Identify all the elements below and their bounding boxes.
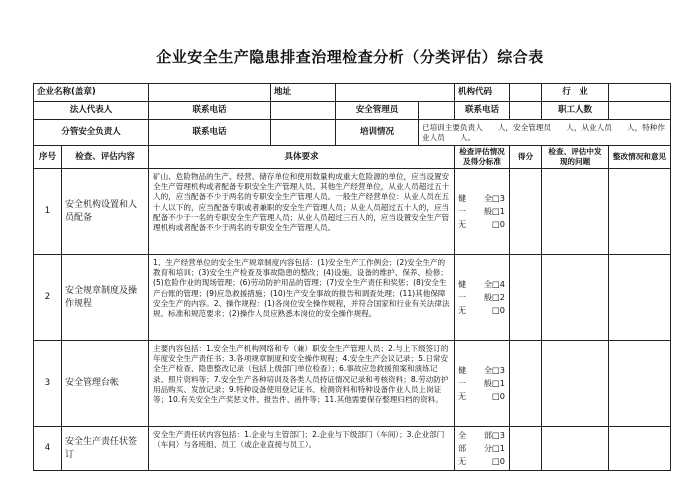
row-standard: 健 全□4 一 般□2 无 □0 bbox=[455, 255, 510, 341]
row-no: 3 bbox=[34, 341, 62, 427]
training-label: 培训情况 bbox=[336, 120, 419, 146]
contact-label-2: 联系电话 bbox=[455, 102, 510, 120]
info-row-1 bbox=[34, 84, 671, 102]
row-item: 安全生产责任状签订 bbox=[62, 427, 149, 471]
option-none[interactable]: □0 bbox=[492, 305, 505, 315]
row-score[interactable] bbox=[510, 427, 542, 471]
col-issues: 检查、评估中发现的问题 bbox=[542, 146, 609, 169]
table-row bbox=[34, 169, 671, 255]
row-no: 2 bbox=[34, 255, 62, 341]
col-standard: 检查评估情况及得分标准 bbox=[455, 146, 510, 169]
option-none[interactable]: □0 bbox=[492, 219, 505, 229]
table-row bbox=[34, 255, 671, 341]
header-row bbox=[34, 146, 671, 169]
org-code-label: 机构代码 bbox=[455, 84, 510, 102]
safety-manager-value[interactable] bbox=[419, 102, 455, 120]
row-rectify[interactable] bbox=[609, 341, 671, 427]
option-full[interactable]: 全□3 bbox=[483, 193, 505, 203]
row-issues[interactable] bbox=[542, 169, 609, 255]
table-row bbox=[34, 427, 671, 471]
option-full[interactable]: 全□3 bbox=[483, 365, 505, 375]
safety-head-label: 分管安全负责人 bbox=[34, 120, 149, 146]
row-standard: 健 全□3 一 般□1 无 □0 bbox=[455, 341, 510, 427]
row-standard: 全 部□3 部 分□1 无 □0 bbox=[455, 427, 510, 471]
col-req: 具体要求 bbox=[149, 146, 455, 169]
option-partial[interactable]: 般□2 bbox=[483, 292, 505, 302]
row-rectify[interactable] bbox=[609, 427, 671, 471]
training-text: 已培训主要负责人 人，安全管理员 人，从业人员 人，特种作业人员 人。 bbox=[419, 120, 671, 146]
row-issues[interactable] bbox=[542, 255, 609, 341]
row-standard: 健 全□3 一 般□1 无 □0 bbox=[455, 169, 510, 255]
page-title: 企业安全生产隐患排查治理检查分析（分类评估）综合表 bbox=[156, 48, 544, 66]
industry-label: 行 业 bbox=[542, 84, 609, 102]
row-item: 安全规章制度及操作规程 bbox=[62, 255, 149, 341]
info-row-3 bbox=[34, 120, 671, 146]
info-row-2 bbox=[34, 102, 671, 120]
row-issues[interactable] bbox=[542, 341, 609, 427]
option-none[interactable]: □0 bbox=[492, 456, 505, 466]
col-no: 序号 bbox=[34, 146, 62, 169]
row-req: 主要内容包括：1.安全生产机构网络和专（兼）职安全生产管理人员；2.与上下级签订的年度安全生产责任书；3.各项规章制度和安全操作规程；4.安全生产会议记录；5.日常安全生产检查、隐患整改记录（包括上级部门单位检查）；6.事故应急救援预案和演练记录、照片资料等；7.安全生产各种培训及各类人员持证情况记录和考核资料；8.劳动防护用品购买、发放记录；9.特种设备使用登记证书、检测资料和特种设备作业人员上岗证等；10.有关安全生产奖惩文件、报告件、函件等；11.其他需要保存整理归档的资料。 bbox=[149, 341, 455, 427]
option-partial[interactable]: 般□1 bbox=[483, 378, 505, 388]
row-score[interactable] bbox=[510, 255, 542, 341]
employees-value[interactable] bbox=[609, 102, 671, 120]
option-none[interactable]: □0 bbox=[492, 391, 505, 401]
contact-value-3[interactable] bbox=[271, 120, 336, 146]
row-rectify[interactable] bbox=[609, 169, 671, 255]
option-partial[interactable]: 般□1 bbox=[483, 206, 505, 216]
contact-value-2[interactable] bbox=[510, 102, 542, 120]
row-req: 安全生产责任状内容包括：1.企业与主管部门；2.企业与下级部门（车间）；3.企业部门（车间）与各班组、员工（或企业直接与员工）。 bbox=[149, 427, 455, 471]
row-score[interactable] bbox=[510, 169, 542, 255]
employees-label: 职工人数 bbox=[542, 102, 609, 120]
table-row bbox=[34, 341, 671, 427]
row-rectify[interactable] bbox=[609, 255, 671, 341]
contact-value-1[interactable] bbox=[271, 102, 336, 120]
row-issues[interactable] bbox=[542, 427, 609, 471]
row-no: 1 bbox=[34, 169, 62, 255]
contact-label-3: 联系电话 bbox=[149, 120, 271, 146]
company-name-label: 企业名称(盖章) bbox=[34, 84, 149, 102]
col-score: 得分 bbox=[510, 146, 542, 169]
col-item: 检查、评估内容 bbox=[62, 146, 149, 169]
industry-value[interactable] bbox=[609, 84, 671, 102]
address-value[interactable] bbox=[336, 84, 455, 102]
option-full[interactable]: 全□4 bbox=[483, 279, 505, 289]
col-rectify: 整改情况和意见 bbox=[609, 146, 671, 169]
address-label: 地址 bbox=[271, 84, 336, 102]
row-item: 安全管理台帐 bbox=[62, 341, 149, 427]
row-item: 安全机构设置和人员配备 bbox=[62, 169, 149, 255]
inspection-table bbox=[33, 83, 671, 471]
row-no: 4 bbox=[34, 427, 62, 471]
option-full[interactable]: 部□3 bbox=[483, 430, 505, 440]
contact-label-1: 联系电话 bbox=[149, 102, 271, 120]
row-score[interactable] bbox=[510, 341, 542, 427]
option-partial[interactable]: 分□1 bbox=[483, 443, 505, 453]
row-req: 1、生产经营单位的安全生产规章制度内容包括：(1)安全生产工作例会；(2)安全生产的教育和培训；(3)安全生产检查及事故隐患的整改；(4)设施、设备的维护、保养、检修；(5)危险作业的现场管理；(6)劳动防护用品的管理；(7)安全生产责任和奖惩；(8)安全生产台账的管理；(9)应急救援措施；(10)生产安全事故的报告和调查处理；(11)其他保障安全生产的内容。2、操作规程：(1)各岗位安全操作规程，并符合国家和行业有关法律法规、标准和规范要求；(2)操作人员应熟悉本岗位的安全操作规程。 bbox=[149, 255, 455, 341]
legal-rep-label: 法人代表人 bbox=[34, 102, 149, 120]
org-code-value[interactable] bbox=[510, 84, 542, 102]
safety-manager-label: 安全管理员 bbox=[336, 102, 419, 120]
company-name-value[interactable] bbox=[149, 84, 271, 102]
row-req: 矿山、危险物品的生产、经营、储存单位和使用数量构成重大危险源的单位，应当设置安全生产管理机构或者配备专职安全生产管理人员。其他生产经营单位，从业人员超过五十人的，应当配备不少于两名的专职安全生产管理人员。一般生产经营单位：从业人员在五十人以下的，应当配备专职或者兼职的安全生产管理人员；从业人员超过五十人的，应当配备不少于一名的专职安全生产管理人员；从业人员超过三百人的，应当设置安全生产管理机构或者配备不少于两名的专职安全生产管理人员。 bbox=[149, 169, 455, 255]
